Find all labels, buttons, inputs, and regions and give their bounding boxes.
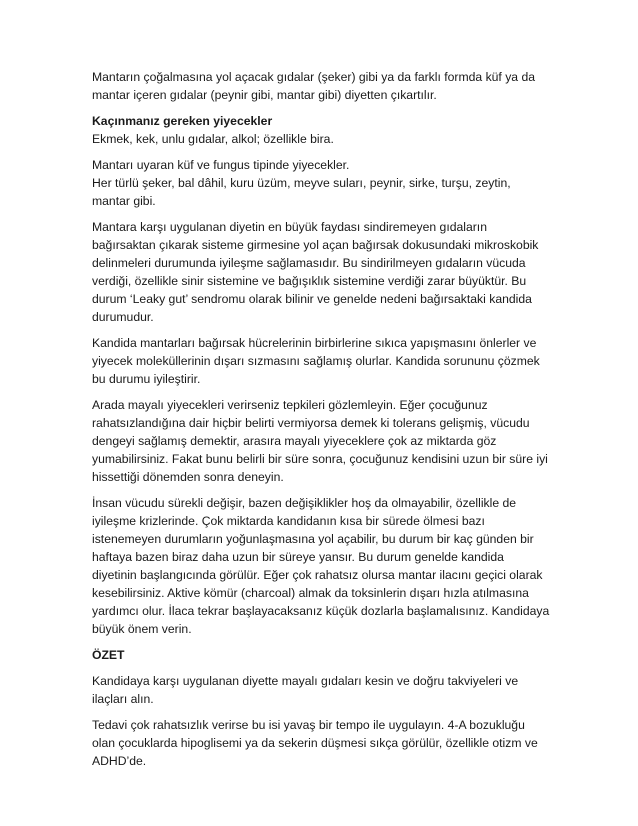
- text-line: büyük önem verin.: [92, 622, 192, 636]
- text-line: diyetinin başlangıcında görülür. Eğer çok rahatsız olursa mantar ilacını geçici olarak: [92, 568, 543, 582]
- document-body: [92, 68, 562, 778]
- paragraph: [92, 716, 562, 770]
- text-line: dengeyi sağlamış demektir, arasıra mayalı yiyeceklere çok az miktarda göz: [92, 434, 497, 448]
- paragraph: [92, 672, 562, 708]
- text-line: İnsan vücudu sürekli değişir, bazen değişiklikler hoş da olmayabilir, özellikle de: [92, 496, 517, 510]
- paragraph: [92, 218, 562, 326]
- text-line: Mantara karşı uygulanan diyetin en büyük faydası sindiremeyen gıdaların: [92, 220, 487, 234]
- text-line: durum ‘Leaky gut’ sendromu olarak bilinir ve genelde nedeni bağırsaktaki kandida: [92, 292, 532, 306]
- paragraph: [92, 156, 562, 210]
- text-line: verdiği, özellikle sinir sistemine ve bağışıklık sistemine verdiği zarar büyüktür. Bu: [92, 274, 527, 288]
- text-line: Mantarın çoğalmasına yol açacak gıdalar (şeker) gibi ya da farklı formda küf ya da: [92, 70, 536, 84]
- paragraph: [92, 112, 562, 148]
- text-line: durumudur.: [92, 310, 154, 324]
- text-line: Mantarı uyaran küf ve fungus tipinde yiyecekler.: [92, 158, 350, 172]
- text-line: delinmeleri durumunda iyileşme sağlamasıdır. Bu sindirilmeyen gıdaların vücuda: [92, 256, 526, 270]
- text-line: mantar içeren gıdalar (peynir gibi, mantar gibi) diyetten çıkartılır.: [92, 88, 437, 102]
- text-line: yiyecek moleküllerinin dışarı sızmasını sağlamış olurlar. Kandida sorununu çözmek: [92, 354, 540, 368]
- text-line: hissettiği dönemden sonra deneyin.: [92, 470, 284, 484]
- text-line: rahatsızlandığına dair hiçbir belirti vermiyorsa demek ki tolerans gelişmiş, vücudu: [92, 416, 530, 430]
- paragraph: [92, 494, 562, 638]
- section-heading: ÖZET: [92, 648, 125, 662]
- paragraph: [92, 646, 562, 664]
- text-line: mantar gibi.: [92, 194, 156, 208]
- text-line: iyileşme krizlerinde. Çok miktarda kandidanın kısa bir sürede ölmesi bazı: [92, 514, 485, 528]
- text-line: ilaçları alın.: [92, 692, 154, 706]
- text-line: yumabilirsiniz. Fakat bunu belirli bir süre sonra, çocuğunuz kendisini uzun bir süre iyi: [92, 452, 548, 466]
- text-line: Arada mayalı yiyecekleri verirseniz tepkileri gözlemleyin. Eğer çocuğunuz: [92, 398, 488, 412]
- paragraph: [92, 68, 562, 104]
- text-line: bağırsaktan çıkarak sisteme girmesine yol açan bağırsak dokusundaki mikroskobik: [92, 238, 539, 252]
- text-line: Ekmek, kek, unlu gıdalar, alkol; özellikle bira.: [92, 132, 334, 146]
- text-line: olan çocuklarda hipoglisemi ya da sekerin düşmesi sıkça görülür, özellikle otizm ve: [92, 736, 538, 750]
- text-line: bu durumu iyileştirir.: [92, 372, 201, 386]
- section-heading: Kaçınmanız gereken yiyecekler: [92, 114, 273, 128]
- text-line: Her türlü şeker, bal dâhil, kuru üzüm, meyve suları, peynir, sirke, turşu, zeytin,: [92, 176, 511, 190]
- text-line: haftaya bazen biraz daha uzun bir süreye yansır. Bu durum genelde kandida: [92, 550, 504, 564]
- text-line: istenemeyen durumların yoğunlaşmasına yol açabilir, bu durum bir kaç günden bir: [92, 532, 534, 546]
- text-line: ADHD’de.: [92, 754, 147, 768]
- text-line: Tedavi çok rahatsızlık verirse bu isi yavaş bir tempo ile uygulayın. 4-A bozukluğu: [92, 718, 525, 732]
- text-line: kesebilirsiniz. Aktive kömür (charcoal) almak da toksinlerin dışarı hızla atılmasına: [92, 586, 529, 600]
- text-line: Kandida mantarları bağırsak hücrelerinin birbirlerine sıkıca yapışmasını önlerler ve: [92, 336, 537, 350]
- paragraph: [92, 396, 562, 486]
- text-line: Kandidaya karşı uygulanan diyette mayalı gıdaları kesin ve doğru takviyeleri ve: [92, 674, 519, 688]
- paragraph: [92, 334, 562, 388]
- text-line: yardımcı olur. İlaca tekrar başlayacaksanız küçük dozlarla başlamalısınız. Kandidaya: [92, 604, 550, 618]
